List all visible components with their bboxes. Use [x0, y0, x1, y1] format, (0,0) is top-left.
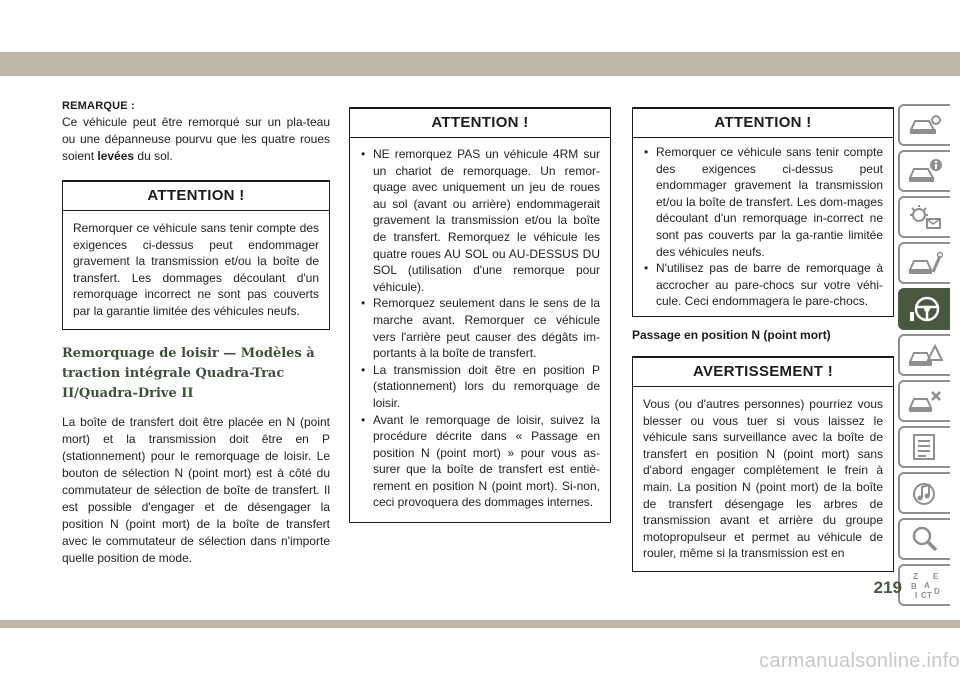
list-item: • N'utilisez pas de barre de remorquage à accrocher au pare-chocs sur votre véhi-cule. Ceci endommagera le pare-chocs.: [643, 260, 883, 310]
watermark: carmanualsonline.info: [759, 650, 960, 672]
column-1: [62, 100, 330, 567]
car-info-icon: [907, 156, 943, 186]
index-letter: B: [911, 582, 917, 591]
caution-box-2: [349, 107, 611, 523]
multimedia-icon: [907, 478, 943, 508]
tab-steering-wheel[interactable]: [898, 288, 950, 330]
note-text-bold: levées: [97, 149, 135, 163]
note-text-end: du sol.: [134, 149, 173, 163]
tab-multimedia[interactable]: [898, 472, 950, 514]
chapter-tabs: [898, 104, 952, 610]
caution-text: Remorquer ce véhicule sans tenir compte des exigences ci-dessus peut endommager gravement la transmission et/ou la boîte de transfert. Les dommages découlant d'un remorquage incorrect ne sont pas couverts par la garantie limitée des véhicules neufs.: [73, 221, 319, 318]
tab-roadside[interactable]: [898, 334, 950, 376]
body-paragraph: La boîte de transfert doit être placée en N (point mort) et la transmission doit être en P (stationnement) pour le remorquage de loisir. Le bouton de sélection N (point mort) est à côté du commutateur de sélection de boîte de transfert. Il est possible d'engager et de désengager la position N (point mort) de la boîte de transfert avec le commutateur de sélection dans n'importe quelle position de mode.: [62, 414, 330, 565]
steering-wheel-icon: [907, 294, 943, 324]
note-paragraph: [62, 114, 330, 165]
warning-text: Vous (ou d'autres personnes) pourriez vous blesser ou vous tuer si vous laissez le véhicule sans surveillance avec la boîte de transfert en position N (point mort) sans d'abord engager complètement le frein à main. La position N (point mort) de la boîte de transfert désengage les arbres de transmission avant et arrière du groupe motopropulseur et permet au véhicule de rouler, même si la transmission est en: [643, 396, 883, 561]
tab-car-keys[interactable]: [898, 104, 950, 146]
tab-search[interactable]: [898, 518, 950, 560]
warning-box: [632, 356, 894, 572]
caution-box-1: [62, 180, 330, 330]
car-maintenance-icon: [907, 386, 943, 416]
index-letter: C: [921, 591, 927, 600]
list-item: • Remorquer ce véhicule sans tenir compte des exigences ci-dessus peut endommager gravement la transmission et/ou la boîte de transfert. Les dom-mages découlant d'un remorquage in-correct ne sont pas couverts par la ga-rantie limitée des véhicules neufs.: [643, 144, 883, 260]
index-letter: Z: [913, 572, 918, 581]
column-2: [349, 107, 611, 523]
tab-car-info[interactable]: [898, 150, 950, 192]
caution-title: ATTENTION !: [350, 109, 610, 138]
index-letter: I: [915, 591, 918, 600]
caution-title: ATTENTION !: [63, 182, 329, 211]
caution-box-3: [632, 107, 894, 317]
search-icon: [907, 524, 943, 554]
warning-title: AVERTISSEMENT !: [633, 358, 893, 387]
page-number: 219: [873, 578, 902, 597]
roadside-warning-icon: [907, 340, 943, 370]
tab-warning-lights[interactable]: [898, 196, 950, 238]
caution-list: [360, 146, 600, 511]
index-letter: E: [933, 572, 939, 581]
column-3: [632, 107, 894, 572]
index-letter: T: [927, 591, 932, 600]
top-band: [0, 52, 960, 76]
car-tools-icon: [907, 248, 943, 278]
caution-list: [643, 144, 883, 310]
list-item: • La transmission doit être en position P (stationnement) lors du remorquage de loisir.: [360, 362, 600, 412]
warning-lights-icon: [907, 202, 943, 232]
tab-car-tools[interactable]: [898, 242, 950, 284]
caution-title: ATTENTION !: [633, 109, 893, 138]
specifications-list-icon: [907, 432, 943, 462]
list-item: • Avant le remorquage de loisir, suivez la procédure décrite dans « Passage en position N (point mort) » pour vous as-surer que la boîte de transfert est entiè-rement en position N (point mort). Si-non, ceci provoquera des dommages internes.: [360, 412, 600, 512]
list-item: • Remorquez seulement dans le sens de la marche avant. Remorquer ce véhicule vers l'arrière peut causer des dégâts im-portants à la boîte de transfert.: [360, 295, 600, 361]
sub-heading: Passage en position N (point mort): [632, 327, 831, 342]
tab-index[interactable]: [898, 564, 950, 606]
bottom-band: [0, 620, 960, 628]
car-keys-icon: [907, 110, 943, 140]
tab-maintenance[interactable]: [898, 380, 950, 422]
index-letter: D: [934, 587, 940, 596]
note-text: Ce véhicule peut être remorqué sur un pla-teau ou une dépanneuse pourvu que les quatre roues soient: [62, 115, 330, 163]
list-item: • NE remorquez PAS un véhicule 4RM sur un chariot de remorquage. Un remor-quage avec uniquement un jeu de roues au sol (avant ou arrière) endommagerait gravement la transmission et/ou la boîte de transfert. Remorquez le véhicule les quatre roues AU SOL ou AU-DESSUS DU SOL (utilisation d'une remorque pour véhicule).: [360, 146, 600, 295]
index-letter: A: [924, 581, 930, 590]
tab-specifications[interactable]: [898, 426, 950, 468]
note-label: REMARQUE :: [62, 100, 135, 112]
section-heading: Remorquage de loisir — Modèles à traction intégrale Quadra-Trac II/Quadra-Drive II: [62, 345, 315, 401]
index-letters-icon: [907, 570, 943, 600]
